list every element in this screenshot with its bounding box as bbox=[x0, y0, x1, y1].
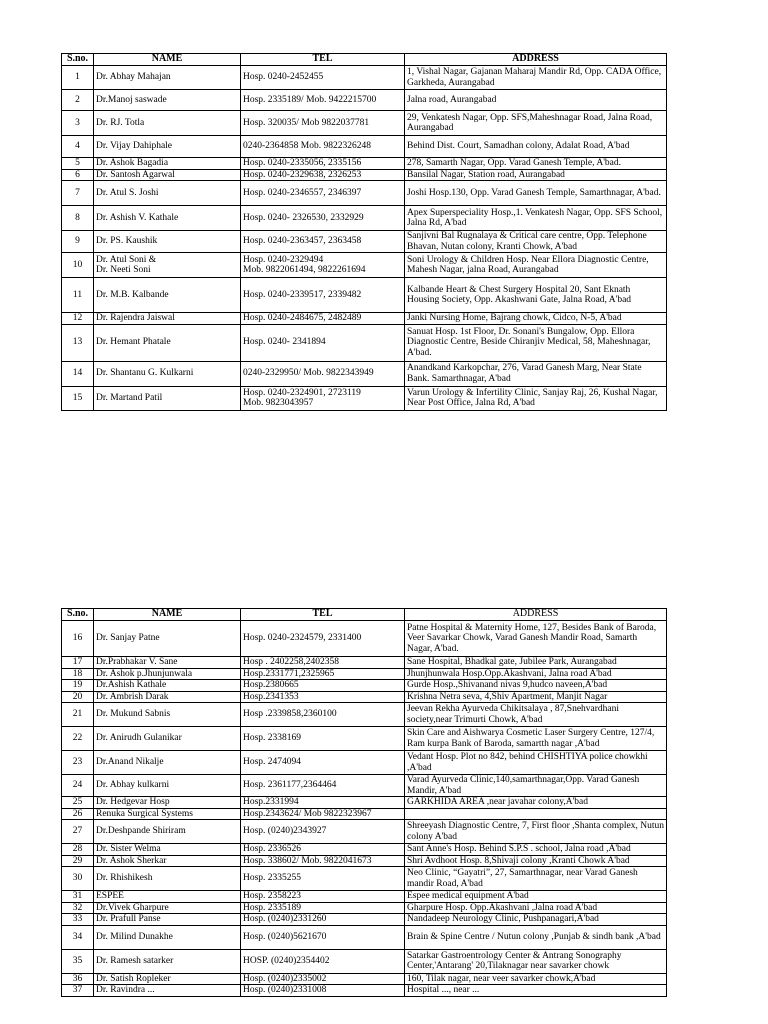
row-address: Joshi Hosp.130, Opp. Varad Ganesh Temple, Samarthnagar, A'bad. bbox=[405, 181, 667, 206]
table-row bbox=[62, 253, 667, 278]
row-address: Sanjivni Bal Rugnalaya & Critical care centre, Opp. Telephone Bhavan, Nutan colony, Kranti Chowk, A'bad bbox=[405, 231, 667, 253]
row-name: Dr. Prafull Panse bbox=[94, 914, 241, 926]
row-tel: Hosp. 2336526 bbox=[241, 844, 405, 856]
row-name: Dr. Anirudh Gulanikar bbox=[94, 727, 241, 751]
table-row bbox=[62, 324, 667, 361]
table-header-row bbox=[62, 54, 667, 66]
row-number: 34 bbox=[62, 925, 94, 949]
row-address: Satarkar Gastroentrology Center & Antrang Sonography Center,'Antarang' 20,Tilaknagar near savarker chowk bbox=[405, 949, 667, 973]
row-number: 7 bbox=[62, 181, 94, 206]
col-header-address: ADDRESS bbox=[405, 609, 667, 621]
table-row bbox=[62, 680, 667, 692]
row-address: Jalna road, Aurangabad bbox=[405, 90, 667, 111]
row-number: 18 bbox=[62, 668, 94, 680]
row-tel: Hosp. 0240-2324901, 2723119 Mob. 9823043957 bbox=[241, 386, 405, 410]
row-tel: Hosp. 0240-2329638, 2326253 bbox=[241, 169, 405, 181]
table-header-row bbox=[62, 609, 667, 621]
row-address: Krishna Netra seva, 4,Shiv Apartment, Manjit Nagar bbox=[405, 691, 667, 703]
row-address: Vedant Hosp. Plot no 842, behind CHISHTIYA police chowkhi ,A'bad bbox=[405, 751, 667, 775]
row-name: Dr. Ashok p.Jhunjunwala bbox=[94, 668, 241, 680]
row-name: Dr. Mukund Sabnis bbox=[94, 703, 241, 727]
row-address: Jhunjhunwala Hosp.Opp.Akashvani, Jalna road A'bad bbox=[405, 668, 667, 680]
table-row bbox=[62, 278, 667, 313]
row-number: 22 bbox=[62, 727, 94, 751]
table-row bbox=[62, 797, 667, 809]
row-name: Dr. Ravindra ... bbox=[94, 985, 241, 997]
row-address: Brain & Spine Centre / Nutun colony ,Punjab & sindh bank ,A'bad bbox=[405, 925, 667, 949]
row-address: Skin Care and Aishwarya Cosmetic Laser Surgery Centre, 127/4, Ram kurpa Bank of Baroda, samartth nagar ,A'bad bbox=[405, 727, 667, 751]
row-address: Sane Hospital, Bhadkal gate, Jubilee Park, Aurangabad bbox=[405, 657, 667, 669]
row-name: Dr. Ramesh satarker bbox=[94, 949, 241, 973]
row-name: Dr. Abhay kulkarni bbox=[94, 775, 241, 797]
table-row bbox=[62, 925, 667, 949]
directory-table-1 bbox=[61, 53, 667, 411]
row-address bbox=[405, 808, 667, 820]
row-number: 20 bbox=[62, 691, 94, 703]
col-header-sr: S.no. bbox=[62, 609, 94, 621]
row-number: 35 bbox=[62, 949, 94, 973]
row-tel: Hosp. 0240-2335056, 2335156 bbox=[241, 158, 405, 170]
row-name: Dr. Rhishikesh bbox=[94, 867, 241, 891]
row-address: Hospital ..., near ... bbox=[405, 985, 667, 997]
row-name: Dr. Rajendra Jaiswal bbox=[94, 313, 241, 325]
row-name: Dr. Martand Patil bbox=[94, 386, 241, 410]
row-tel: Hosp. (0240)5621670 bbox=[241, 925, 405, 949]
row-tel: Hosp. (0240)2331260 bbox=[241, 914, 405, 926]
table-row bbox=[62, 867, 667, 891]
row-tel: Hosp. (0240)2335002 bbox=[241, 973, 405, 985]
row-tel: Hosp. 320035/ Mob 9822037781 bbox=[241, 111, 405, 136]
row-number: 29 bbox=[62, 855, 94, 867]
row-address: 160, Tilak nagar, near veer savarker chowk,A'bad bbox=[405, 973, 667, 985]
row-number: 26 bbox=[62, 808, 94, 820]
col-header-tel: TEL bbox=[241, 609, 405, 621]
row-name: Dr. M.B. Kalbande bbox=[94, 278, 241, 313]
row-tel: Hosp.2380665 bbox=[241, 680, 405, 692]
row-address: 29, Venkatesh Nagar, Opp. SFS,Maheshnagar Road, Jalna Road, Aurangabad bbox=[405, 111, 667, 136]
row-number: 31 bbox=[62, 891, 94, 903]
row-tel: 0240-2329950/ Mob. 9822343949 bbox=[241, 361, 405, 386]
row-number: 19 bbox=[62, 680, 94, 692]
table-row bbox=[62, 891, 667, 903]
row-name: Dr. Shantanu G. Kulkarni bbox=[94, 361, 241, 386]
row-number: 21 bbox=[62, 703, 94, 727]
row-address: Nandadeep Neurology Clinic, Pushpanagari,A'bad bbox=[405, 914, 667, 926]
row-name: Dr.Prabhakar V. Sane bbox=[94, 657, 241, 669]
table-row bbox=[62, 111, 667, 136]
row-name: Dr. Ambrish Darak bbox=[94, 691, 241, 703]
row-address: Sanuat Hosp. 1st Floor, Dr. Sonani's Bungalow, Opp. Ellora Diagnostic Centre, Beside Chiranjiv Medical, 58, Maheshnagar, A'bad. bbox=[405, 324, 667, 361]
table-row bbox=[62, 727, 667, 751]
row-number: 4 bbox=[62, 136, 94, 158]
row-address: Apex Superspeciality Hosp.,1. Venkatesh Nagar, Opp. SFS School, Jalna Rd, A'bad bbox=[405, 206, 667, 231]
row-tel: Hosp. (0240)2343927 bbox=[241, 820, 405, 844]
row-name: Dr. Atul Soni & Dr. Neeti Soni bbox=[94, 253, 241, 278]
row-number: 30 bbox=[62, 867, 94, 891]
row-name: Dr. Ashish V. Kathale bbox=[94, 206, 241, 231]
row-address: Shri Avdhoot Hosp. 8,Shivaji colony ,Kranti Chowk A'bad bbox=[405, 855, 667, 867]
row-tel: Hosp. 0240-2329494 Mob. 9822061494, 9822261694 bbox=[241, 253, 405, 278]
row-name: Dr.Deshpande Shiriram bbox=[94, 820, 241, 844]
row-tel: Hosp. 0240-2346557, 2346397 bbox=[241, 181, 405, 206]
table-row bbox=[62, 136, 667, 158]
row-tel: Hosp. 2335189/ Mob. 9422215700 bbox=[241, 90, 405, 111]
row-tel: Hosp.2343624/ Mob 9822323967 bbox=[241, 808, 405, 820]
row-tel: Hosp. 0240-2363457, 2363458 bbox=[241, 231, 405, 253]
row-name: Dr. Sister Welma bbox=[94, 844, 241, 856]
row-address: Janki Nursing Home, Bajrang chowk, Cidco, N-5, A'bad bbox=[405, 313, 667, 325]
row-address: Varad Ayurveda Clinic,140,samarthnagar,Opp. Varad Ganesh Mandir, A'bad bbox=[405, 775, 667, 797]
row-number: 14 bbox=[62, 361, 94, 386]
table-row bbox=[62, 668, 667, 680]
row-address: Espee medical equipment A'bad bbox=[405, 891, 667, 903]
row-number: 25 bbox=[62, 797, 94, 809]
row-number: 24 bbox=[62, 775, 94, 797]
table-row bbox=[62, 808, 667, 820]
row-number: 37 bbox=[62, 985, 94, 997]
row-name: Dr.Vivek Gharpure bbox=[94, 902, 241, 914]
row-tel: Hosp. 2474094 bbox=[241, 751, 405, 775]
directory-table-2 bbox=[61, 608, 667, 997]
table-row bbox=[62, 231, 667, 253]
table-row bbox=[62, 90, 667, 111]
row-name: Dr. Milind Dunakhe bbox=[94, 925, 241, 949]
row-address: 1, Vishal Nagar, Gajanan Maharaj Mandir Rd, Opp. CADA Office, Garkheda, Aurangabad bbox=[405, 66, 667, 90]
row-number: 33 bbox=[62, 914, 94, 926]
row-tel: Hosp. 0240-2324579, 2331400 bbox=[241, 621, 405, 657]
row-number: 2 bbox=[62, 90, 94, 111]
table-row bbox=[62, 775, 667, 797]
table-row bbox=[62, 181, 667, 206]
row-address: Neo Clinic, “Gayatri”, 27, Samarthnagar, near Varad Ganesh mandir Road, A'bad bbox=[405, 867, 667, 891]
row-tel: Hosp.2331771,2325965 bbox=[241, 668, 405, 680]
row-name: Dr. Ashok Sherkar bbox=[94, 855, 241, 867]
row-tel: Hosp . 2402258,2402358 bbox=[241, 657, 405, 669]
row-name: ESPEE bbox=[94, 891, 241, 903]
row-name: Dr. PS. Kaushik bbox=[94, 231, 241, 253]
table-row bbox=[62, 313, 667, 325]
row-tel: Hosp. (0240)2331008 bbox=[241, 985, 405, 997]
row-tel: Hosp. 2335255 bbox=[241, 867, 405, 891]
table-row bbox=[62, 820, 667, 844]
row-number: 28 bbox=[62, 844, 94, 856]
row-name: Dr. Ashok Bagadia bbox=[94, 158, 241, 170]
col-header-name: NAME bbox=[94, 609, 241, 621]
table-row bbox=[62, 855, 667, 867]
row-name: Dr. RJ. Totla bbox=[94, 111, 241, 136]
row-tel: Hosp. 2335189 bbox=[241, 902, 405, 914]
row-tel: Hosp. 0240-2452455 bbox=[241, 66, 405, 90]
row-tel: Hosp. 0240-2339517, 2339482 bbox=[241, 278, 405, 313]
table-row bbox=[62, 902, 667, 914]
table-row bbox=[62, 844, 667, 856]
row-address: Behind Dist. Court, Samadhan colony, Adalat Road, A'bad bbox=[405, 136, 667, 158]
row-number: 3 bbox=[62, 111, 94, 136]
row-number: 17 bbox=[62, 657, 94, 669]
row-address: Gurde Hosp.,Shivanand nivas 9,hudco naveen,A'bad bbox=[405, 680, 667, 692]
row-address: Soni Urology & Children Hosp. Near Ellora Diagnostic Centre, Mahesh Nagar, jalna Road, Aurangabad bbox=[405, 253, 667, 278]
row-number: 9 bbox=[62, 231, 94, 253]
row-tel: HOSP. (0240)2354402 bbox=[241, 949, 405, 973]
table-row bbox=[62, 206, 667, 231]
table-row bbox=[62, 386, 667, 410]
col-header-tel: TEL bbox=[241, 54, 405, 66]
row-tel: Hosp .2339858,2360100 bbox=[241, 703, 405, 727]
row-tel: Hosp. 2338169 bbox=[241, 727, 405, 751]
row-name: Dr. Sanjay Patne bbox=[94, 621, 241, 657]
row-address: Gharpure Hosp. Opp.Akashvani ,Jalna road A'bad bbox=[405, 902, 667, 914]
table-row bbox=[62, 751, 667, 775]
row-name: Renuka Surgical Systems bbox=[94, 808, 241, 820]
col-header-name: NAME bbox=[94, 54, 241, 66]
row-tel: Hosp.2331994 bbox=[241, 797, 405, 809]
table-row bbox=[62, 361, 667, 386]
row-address: 278, Samarth Nagar, Opp. Varad Ganesh Temple, A'bad. bbox=[405, 158, 667, 170]
table-row bbox=[62, 66, 667, 90]
table-row bbox=[62, 973, 667, 985]
row-number: 16 bbox=[62, 621, 94, 657]
row-number: 5 bbox=[62, 158, 94, 170]
row-number: 15 bbox=[62, 386, 94, 410]
row-name: Dr. Hemant Phatale bbox=[94, 324, 241, 361]
row-address: Varun Urology & Infertility Clinic, Sanjay Raj, 26, Kushal Nagar, Near Post Office, Jalna Rd, A'bad bbox=[405, 386, 667, 410]
row-number: 11 bbox=[62, 278, 94, 313]
row-address: Kalbande Heart & Chest Surgery Hospital 20, Sant Eknath Housing Society, Opp. Akashwani Gate, Jalna Road, A'bad bbox=[405, 278, 667, 313]
row-address: Bansilal Nagar, Station road, Aurangabad bbox=[405, 169, 667, 181]
row-number: 8 bbox=[62, 206, 94, 231]
row-address: Anandkand Karkopchar, 276, Varad Ganesh Marg, Near State Bank. Samarthnagar, A'bad bbox=[405, 361, 667, 386]
table-row bbox=[62, 621, 667, 657]
row-name: Dr. Hedgevar Hosp bbox=[94, 797, 241, 809]
row-number: 10 bbox=[62, 253, 94, 278]
col-header-address: ADDRESS bbox=[405, 54, 667, 66]
col-header-sr: S.no. bbox=[62, 54, 94, 66]
row-tel: Hosp. 0240- 2341894 bbox=[241, 324, 405, 361]
row-tel: Hosp. 2358223 bbox=[241, 891, 405, 903]
row-name: Dr. Abhay Mahajan bbox=[94, 66, 241, 90]
row-name: Dr.Manoj saswade bbox=[94, 90, 241, 111]
row-name: Dr.Ashish Kathale bbox=[94, 680, 241, 692]
row-name: Dr. Santosh Agarwal bbox=[94, 169, 241, 181]
row-number: 6 bbox=[62, 169, 94, 181]
row-number: 36 bbox=[62, 973, 94, 985]
table-row bbox=[62, 169, 667, 181]
row-tel: Hosp. 0240-2484675, 2482489 bbox=[241, 313, 405, 325]
row-number: 13 bbox=[62, 324, 94, 361]
row-number: 23 bbox=[62, 751, 94, 775]
row-address: Sant Anne's Hosp. Behind S.P.S . school, Jalna road ,A'bad bbox=[405, 844, 667, 856]
table-row bbox=[62, 158, 667, 170]
table-row bbox=[62, 691, 667, 703]
row-address: Patne Hospital & Maternity Home, 127, Besides Bank of Baroda, Veer Savarkar Chowk, Varad Ganesh Mandir Road, Samarth Nagar, A'bad. bbox=[405, 621, 667, 657]
row-number: 32 bbox=[62, 902, 94, 914]
row-address: GARKHIDA AREA ,near javahar colony,A'bad bbox=[405, 797, 667, 809]
row-tel: 0240-2364858 Mob. 9822326248 bbox=[241, 136, 405, 158]
row-tel: Hosp. 2361177,2364464 bbox=[241, 775, 405, 797]
row-tel: Hosp.2341353 bbox=[241, 691, 405, 703]
row-name: Dr. Vijay Dahiphale bbox=[94, 136, 241, 158]
row-address: Shreeyash Diagnostic Centre, 7, First floor ,Shanta complex, Nutun colony A'bad bbox=[405, 820, 667, 844]
table-row bbox=[62, 703, 667, 727]
row-address: Jeevan Rekha Ayurveda Chikitsalaya , 87,Snehvardhani society,near Trimurti Chowk, A'bad bbox=[405, 703, 667, 727]
row-tel: Hosp. 0240- 2326530, 2332929 bbox=[241, 206, 405, 231]
table-row bbox=[62, 914, 667, 926]
row-number: 12 bbox=[62, 313, 94, 325]
row-name: Dr. Satish Ropleker bbox=[94, 973, 241, 985]
row-name: Dr. Atul S. Joshi bbox=[94, 181, 241, 206]
row-number: 1 bbox=[62, 66, 94, 90]
row-number: 27 bbox=[62, 820, 94, 844]
table-row bbox=[62, 949, 667, 973]
table-row bbox=[62, 985, 667, 997]
row-name: Dr.Anand Nikalje bbox=[94, 751, 241, 775]
table-row bbox=[62, 657, 667, 669]
row-tel: Hosp. 338602/ Mob. 9822041673 bbox=[241, 855, 405, 867]
